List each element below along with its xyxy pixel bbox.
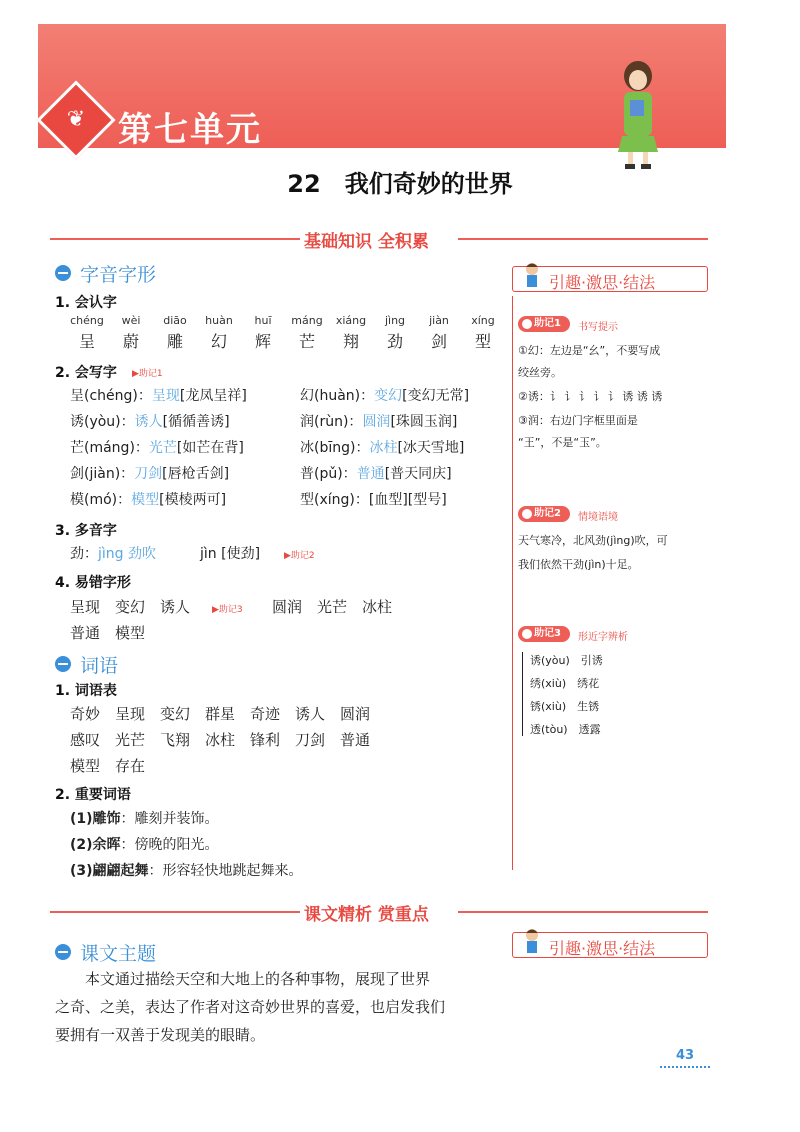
side-banner (512, 266, 708, 292)
boy-icon (521, 927, 543, 957)
word-row: 奇妙 呈现 变幻 群星 奇迹 诱人 圆润 (70, 705, 371, 723)
keyword-item: (3)翩翩起舞：形容轻快地跳起舞来。 (70, 863, 303, 879)
section-divider (50, 911, 300, 913)
memo-line: 天气寒冷，北风劲(jìng)吹，可 (518, 534, 668, 547)
memo-ref-tag: ▶助记1 (132, 369, 163, 379)
page-number: 43 (676, 1048, 695, 1063)
memo-line: 诱(yòu) 引诱 (530, 654, 603, 667)
write-item: 模(mó)：模型[模棱两可] (70, 492, 227, 508)
keyword-item: (1)雕饰：雕刻并装饰。 (70, 811, 219, 827)
memo-line: 绞丝旁。 (518, 366, 562, 379)
heading-bullet-icon (55, 944, 71, 960)
memo-line: 绣(xiù) 绣花 (530, 677, 600, 690)
girl-illustration-icon (610, 60, 666, 172)
pinyin: jìng (384, 314, 406, 327)
theme-line: 本文通过描绘天空和大地上的各种事物，展现了世界 (55, 970, 431, 988)
memo-line: ①幻：左边是“幺”，不要写成 (518, 344, 661, 357)
memo-line: ②诱：讠 讠 讠 讠 讠 诱 诱 诱 (518, 390, 663, 403)
polyphone-item: 劲：jìng 劲吹 (70, 546, 156, 562)
memo-kind: 书写提示 (578, 322, 618, 333)
memo-ref-tag: ▶助记3 (212, 605, 243, 615)
memo-bracket (522, 652, 528, 736)
heading-bullet-icon (55, 265, 71, 281)
section-divider (458, 911, 708, 913)
memo-ref-tag: ▶助记2 (284, 551, 315, 561)
char: 蔚 (122, 332, 139, 351)
side-banner-text: 引趣·激思·结法 (549, 939, 656, 958)
memo-kind: 情境语境 (578, 512, 618, 523)
write-item: 普(pǔ)：普通[普天同庆] (300, 466, 452, 482)
pinyin: huī (254, 314, 272, 327)
char: 型 (474, 332, 491, 351)
section-basic-title: 基础知识 全积累 (304, 232, 429, 252)
memo-kind: 形近字辨析 (578, 632, 628, 643)
polyphone-item: jìn [使劲] (200, 546, 261, 562)
side-banner (512, 932, 708, 958)
section-text-title: 课文精析 赏重点 (304, 905, 429, 925)
memo-label: 助记1 (518, 316, 570, 332)
error-words: 圆润 光芒 冰柱 (272, 598, 393, 616)
subheading-recognize: 1. 会认字 (55, 295, 117, 311)
write-item: 剑(jiàn)：刀剑[唇枪舌剑] (70, 466, 230, 482)
memo-label: 助记3 (518, 626, 570, 642)
memo-line: ③润：右边门字框里面是 (518, 414, 638, 427)
memo-line: 我们依然干劲(jìn)十足。 (518, 558, 639, 571)
memo-line: 锈(xiù) 生锈 (530, 700, 600, 713)
keyword-item: (2)余晖：傍晚的阳光。 (70, 837, 219, 853)
error-words: 普通 模型 (70, 624, 146, 642)
side-banner-text: 引趣·激思·结法 (549, 273, 656, 292)
heading-ciyu: 词语 (80, 655, 119, 677)
heading-bullet-icon (55, 656, 71, 672)
char: 翔 (342, 332, 359, 351)
char: 芒 (298, 332, 315, 351)
char: 剑 (430, 332, 447, 351)
page-decoration (660, 1066, 710, 1068)
memo-line: 透(tòu) 透露 (530, 723, 601, 736)
subheading-errors: 4. 易错字形 (55, 575, 131, 591)
subheading-wordlist: 1. 词语表 (55, 683, 117, 699)
section-divider (458, 238, 708, 240)
word-row: 模型 存在 (70, 757, 146, 775)
write-item: 呈(chéng)：呈现[龙凤呈祥] (70, 388, 247, 404)
leaf-icon: ❦ (66, 107, 86, 132)
subheading-keywords: 2. 重要词语 (55, 787, 131, 803)
write-item: 芒(máng)：光芒[如芒在背] (70, 440, 244, 456)
unit-title: 第七单元 (118, 110, 262, 150)
write-item: 润(rùn)：圆润[珠圆玉润] (300, 414, 458, 430)
heading-theme: 课文主题 (80, 943, 157, 965)
pinyin: wèi (121, 314, 141, 327)
heading-ziyin: 字音字形 (80, 264, 157, 286)
write-item: 冰(bīng)：冰柱[冰天雪地] (300, 440, 465, 456)
pinyin: máng (291, 314, 323, 327)
char: 呈 (78, 332, 95, 351)
char: 劲 (386, 332, 403, 351)
pinyin: xíng (471, 314, 495, 327)
write-item: 型(xíng)：[血型][型号] (300, 492, 447, 508)
theme-line: 要拥有一双善于发现美的眼睛。 (55, 1026, 266, 1044)
sidebar-divider (512, 296, 513, 870)
pinyin: diāo (163, 314, 187, 327)
pinyin: xiáng (335, 314, 367, 327)
word-row: 感叹 光芒 飞翔 冰柱 锋利 刀剑 普通 (70, 731, 371, 749)
pinyin: huàn (205, 314, 233, 327)
write-item: 诱(yòu)：诱人[循循善诱] (70, 414, 230, 430)
char: 雕 (166, 332, 183, 351)
write-item: 幻(huàn)：变幻[变幻无常] (300, 388, 470, 404)
section-divider (50, 238, 300, 240)
error-words: 呈现 变幻 诱人 (70, 598, 191, 616)
char: 辉 (254, 332, 271, 351)
char: 幻 (210, 332, 227, 351)
boy-icon (521, 261, 543, 291)
lesson-title: 22 我们奇妙的世界 (287, 170, 513, 198)
subheading-write: 2. 会写字 (55, 365, 117, 381)
pinyin: jiàn (429, 314, 449, 327)
pinyin: chéng (70, 314, 104, 327)
theme-line: 之奇、之美，表达了作者对这奇妙世界的喜爱，也启发我们 (55, 998, 446, 1016)
memo-line: “王”，不是“玉”。 (518, 436, 607, 449)
memo-label: 助记2 (518, 506, 570, 522)
subheading-polyphone: 3. 多音字 (55, 523, 117, 539)
